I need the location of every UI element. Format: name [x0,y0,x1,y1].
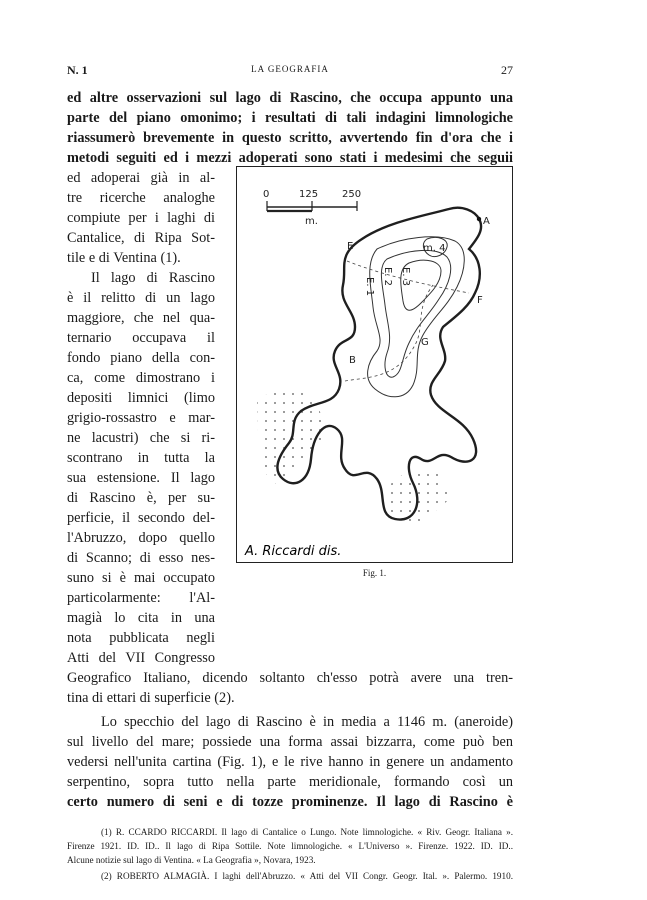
contour-label-4: m. 4 [423,243,446,254]
body-line: ne lacustri) che si ri- [67,430,215,446]
body-line: grigio-rossastro e mar- [67,410,215,426]
scale-tick-250: 250 [342,189,362,200]
body-line: particolarmente: l'Al- [67,590,215,606]
dotted-marsh-south [387,467,452,527]
body-line: maggiore, che nel qua- [67,310,215,326]
body-line: tile e di Ventina (1). [67,250,181,266]
scale-unit: m. [305,216,318,227]
body-line: tina di ettari di superficie (2). [67,690,235,706]
body-line: fondo piano della con- [67,350,215,366]
scale-tick-125: 125 [299,189,319,200]
body-line: sul livello del mare; possiede una forma assai bizzarra, come può ben [67,734,513,750]
issue-number: N. 1 [67,63,88,77]
body-line: magià lo cita in una [67,610,215,626]
scale-tick-0: 0 [263,189,270,200]
footnote-line: Firenze 1921. ID. ID.. Il lago di Ripa Sottile. Note limnologiche. « L'Universo ». Firenze. 1922. ID. ID.. [67,841,513,851]
body-line: metodi seguiti ed i mezzi adoperati sono stati i medesimi che seguii [67,150,513,166]
contour-label-2: E. 2 [382,267,393,287]
body-line: Cantalice, di Ripa Sot- [67,230,215,246]
point-label-b: B [349,355,356,366]
running-header [67,63,513,81]
body-line: di Rascino è, per su- [67,490,215,506]
contour-label-1: E. 1 [364,277,375,297]
body-line: serpentino, sopra tutto nella parte meridionale, formando così un [67,774,513,790]
page-number: 27 [501,63,513,77]
body-line: Il lago di Rascino [91,270,215,286]
contour-label-3: E. 3 [400,267,411,287]
footnote-line: (2) ROBERTO ALMAGIÀ. I laghi dell'Abruzzo. « Atti del VII Congr. Geogr. Ital. ». Palermo. 1910. [101,871,513,881]
point-label-e: E [347,241,354,252]
body-line: perficie, il secondo del- [67,510,215,526]
body-line: l'Abruzzo, dopo quello [67,530,215,546]
footnote-line: Alcune notizie sul lago di Ventina. « La Geografia », Novara, 1923. [67,855,316,865]
body-line: certo numero di seni e di tozze prominenze. Il lago di Rascino è [67,794,513,810]
body-line: parte del piano omonimo; i resultati di tali indagini limnologiche [67,110,513,126]
body-line: riassumerò brevemente in questo scritto, avvertendo fin d'ora che i [67,130,513,146]
point-label-g: G [421,337,429,348]
body-line: tre ricerche analoghe [67,190,215,206]
lake-map-figure [236,166,513,563]
body-line: ca, come dimostrano i [67,370,215,386]
body-line: è il relitto di un lago [67,290,215,306]
scale-bar [263,189,361,227]
body-line: compiute per i laghi di [67,210,215,226]
body-line: Geografico Italiano, dicendo soltanto ch'esso potrà avere una tren- [67,670,513,686]
body-line: vedersi nell'unita cartina (Fig. 1), e le rive hanno in genere un andamento [67,754,513,770]
body-line: depositi limnici (limo [67,390,215,406]
body-line: suno si è mai occupato [67,570,215,586]
body-line: di Scanno; di esso nes- [67,550,215,566]
point-a-marker [477,217,481,221]
journal-title: LA GEOGRAFIA [251,64,329,74]
body-line: sua estensione. Il lago [67,470,215,486]
body-line: Atti del VII Congresso [67,650,215,666]
body-line: scontrano in tutta la [67,450,215,466]
body-line: Lo specchio del lago di Rascino è in media a 1146 m. (aneroide) [101,714,513,730]
body-line: ed altre osservazioni sul lago di Rascino, che occupa appunto una [67,90,513,106]
body-line: ed adoperai già in al- [67,170,215,186]
lake-map [237,167,514,564]
figure-caption: Fig. 1. [362,568,387,578]
point-label-f: F [477,295,483,306]
body-line: ternario occupava il [67,330,215,346]
map-signature: A. Riccardi dis. [245,544,342,559]
lake-shoreline [277,208,481,520]
body-line: nota pubblicata negli [67,630,215,646]
footnote-line: (1) R. CCARDO RICCARDI. Il lago di Cantalice o Lungo. Note limnologiche. « Riv. Geogr. Italiana ». [101,827,513,837]
point-label-a: A [483,216,490,227]
